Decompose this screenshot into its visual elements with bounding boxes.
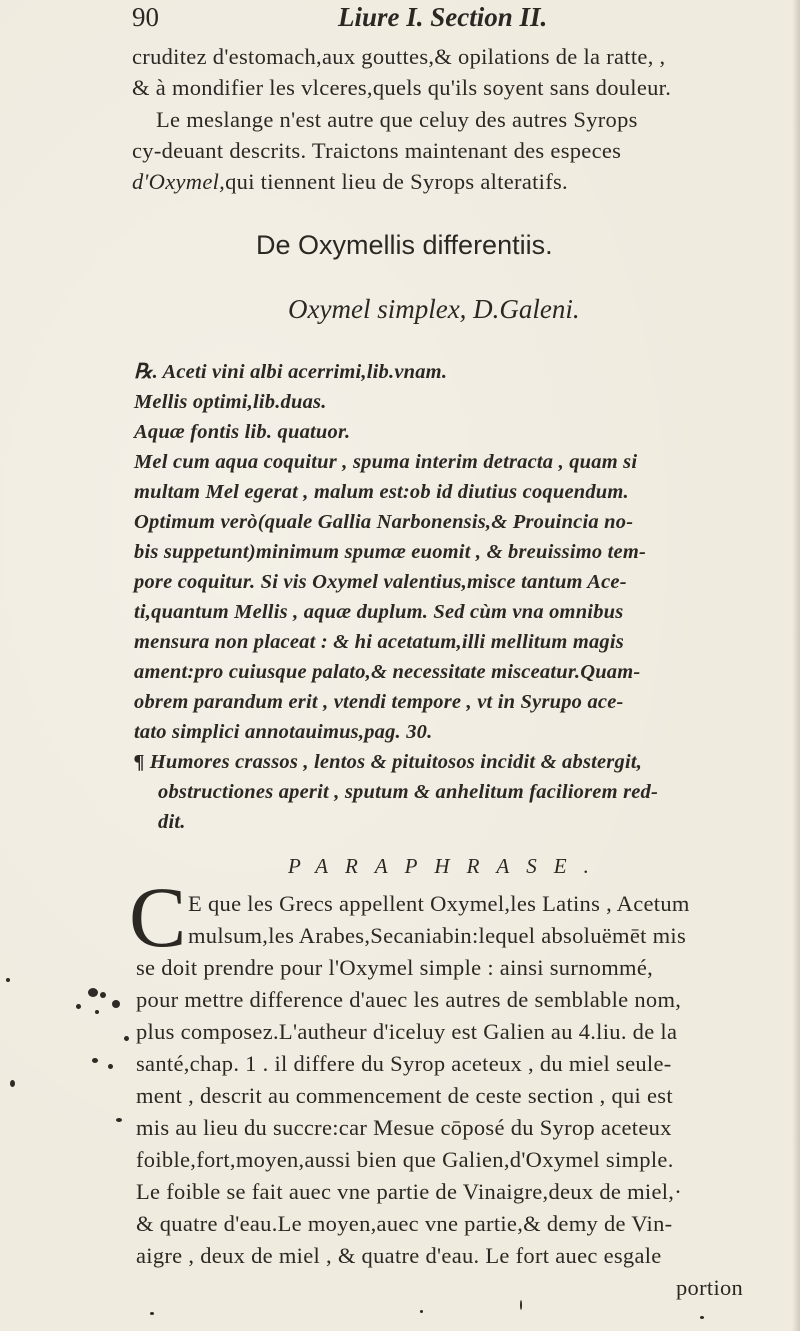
recipe-line: ℞. Aceti vini albi acerrimi,lib.vnam. bbox=[134, 361, 448, 383]
paraphrase-line: pour mettre difference d'auec les autres de semblable nom, bbox=[136, 987, 682, 1012]
paraphrase-line: Le foible se fait auec vne partie de Vinaigre,deux de miel,· bbox=[136, 1179, 683, 1204]
recipe-line: mensura non placeat : & hi acetatum,illi mellitum magis bbox=[134, 631, 624, 653]
recipe-line: Aquæ fontis lib. quatuor. bbox=[134, 421, 351, 443]
paraphrase-heading: PARAPHRASE. bbox=[288, 854, 606, 878]
recipe-line: ti,quantum Mellis , aquæ duplum. Sed cùm vna omnibus bbox=[134, 601, 624, 623]
recipe-line: ament:pro cuiusque palato,& necessitate misceatur.Quam- bbox=[134, 661, 641, 683]
intro-line-last bbox=[132, 171, 568, 194]
intro-line: cruditez d'estomach,aux gouttes,& opilations de la ratte, , bbox=[132, 44, 666, 69]
running-title: Liure I. Section II. bbox=[338, 2, 548, 32]
catchword: portion bbox=[676, 1275, 744, 1300]
recipe-line: Mellis optimi,lib.duas. bbox=[134, 391, 327, 413]
recipe-line: multam Mel egerat , malum est:ob id diutius coquendum. bbox=[134, 481, 629, 503]
section-heading: De Oxymellis differentiis. bbox=[256, 230, 553, 260]
recipe-line: tato simplici annotauimus,pag. 30. bbox=[134, 721, 433, 743]
intro-line: cy-deuant descrits. Traictons maintenant des especes bbox=[132, 138, 622, 163]
intro-line: Le meslange n'est autre que celuy des autres Syrops bbox=[156, 107, 638, 132]
recipe-line: obstructiones aperit , sputum & anhelitum faciliorem red- bbox=[158, 781, 659, 803]
recipe-line: pore coquitur. Si vis Oxymel valentius,misce tantum Ace- bbox=[134, 571, 627, 593]
recipe-line: bis suppetunt)minimum spumæ euomit , & breuissimo tem- bbox=[134, 541, 646, 563]
intro-line-text: qui tiennent lieu de Syrops alteratifs. bbox=[225, 169, 568, 194]
paraphrase-line: mulsum,les Arabes,Secaniabin:lequel absoluëmēt mis bbox=[188, 923, 687, 948]
drop-cap: C bbox=[129, 869, 187, 965]
recipe-line: ¶ Humores crassos , lentos & pituitosos incidit & abstergit, bbox=[134, 751, 643, 773]
paraphrase-line: plus composez.L'autheur d'iceluy est Galien au 4.liu. de la bbox=[136, 1019, 678, 1044]
paraphrase-line: foible,fort,moyen,aussi bien que Galien,d'Oxymel simple. bbox=[136, 1147, 674, 1172]
paraphrase-line: E que les Grecs appellent Oxymel,les Latins , Acetum bbox=[188, 891, 690, 916]
page-edge-shadow bbox=[792, 0, 800, 1331]
paraphrase-line: santé,chap. 1 . il differe du Syrop aceteux , du miel seule- bbox=[136, 1051, 672, 1076]
paraphrase-line: ment , descrit au commencement de ceste section , qui est bbox=[136, 1083, 673, 1108]
recipe-line: dit. bbox=[158, 811, 186, 833]
paraphrase-line: aigre , deux de miel , & quatre d'eau. Le fort auec esgale bbox=[136, 1243, 662, 1268]
recipe-line: Optimum verò(quale Gallia Narbonensis,& Prouincia no- bbox=[134, 511, 634, 533]
page-number: 90 bbox=[132, 2, 159, 32]
paraphrase-line: & quatre d'eau.Le moyen,auec vne partie,& demy de Vin- bbox=[136, 1211, 673, 1236]
paraphrase-line: mis au lieu du succre:car Mesue cōposé du Syrop aceteux bbox=[136, 1115, 672, 1140]
intro-italic-word: d'Oxymel, bbox=[132, 169, 226, 194]
intro-line: & à mondifier les vlceres,quels qu'ils soyent sans douleur. bbox=[132, 75, 672, 100]
recipe-line: Mel cum aqua coquitur , spuma interim detracta , quam si bbox=[134, 451, 638, 473]
recipe-line: obrem parandum erit , vtendi tempore , vt in Syrupo ace- bbox=[134, 691, 624, 713]
recipe-heading: Oxymel simplex, D.Galeni. bbox=[288, 294, 580, 324]
paraphrase-line: se doit prendre pour l'Oxymel simple : ainsi surnommé, bbox=[136, 955, 654, 980]
